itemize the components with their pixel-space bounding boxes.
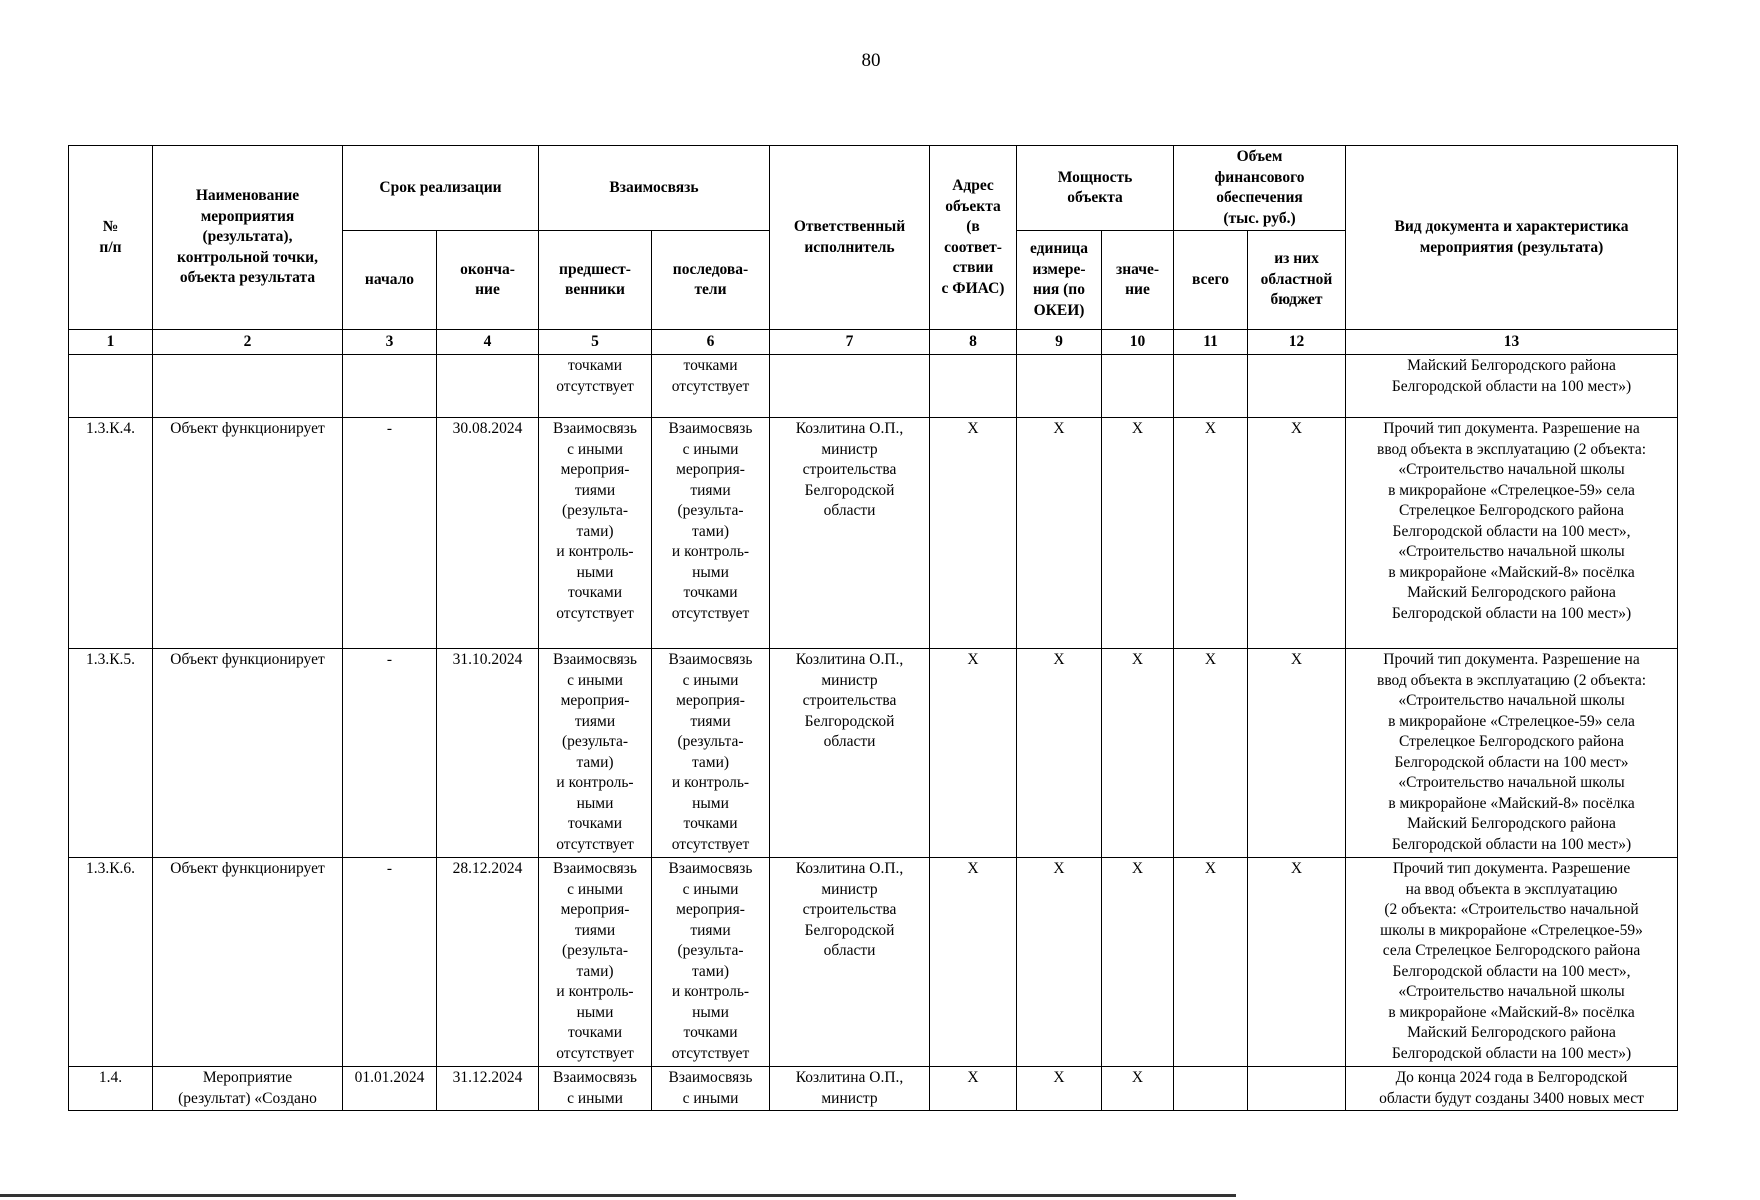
cell-predecessors: Взаимосвязь с иными мероприя- тиями (результа- тами) и контроль- ными точками отсутствует xyxy=(539,649,652,858)
cell-regional xyxy=(1248,355,1346,418)
col-header-term-start: начало xyxy=(343,231,437,330)
col-header-name: Наименование мероприятия (результата), контрольной точки, объекта результата xyxy=(153,146,343,330)
col-header-doc: Вид документа и характеристика мероприятия (результата) xyxy=(1346,146,1678,330)
cell-address: X xyxy=(930,649,1017,858)
col-header-address: Адрес объекта (в соответ- ствии с ФИАС) xyxy=(930,146,1017,330)
cell-total xyxy=(1174,1067,1248,1111)
measures-table xyxy=(68,145,1678,1111)
column-number: 9 xyxy=(1017,330,1102,355)
cell-unit: X xyxy=(1017,649,1102,858)
cell-address: X xyxy=(930,418,1017,649)
cell-regional: X xyxy=(1248,858,1346,1067)
cell-regional: X xyxy=(1248,418,1346,649)
cell-document: До конца 2024 года в Белгородской области будут созданы 3400 новых мест xyxy=(1346,1067,1678,1111)
cell-start xyxy=(343,355,437,418)
cell-responsible: Козлитина О.П., министр xyxy=(770,1067,930,1111)
column-number: 1 xyxy=(69,330,153,355)
table-row xyxy=(69,858,1678,1067)
col-header-relation-prev: предшест- венники xyxy=(539,231,652,330)
column-number: 4 xyxy=(437,330,539,355)
cell-name: Объект функционирует xyxy=(153,418,343,649)
cell-total: X xyxy=(1174,418,1248,649)
cell-total xyxy=(1174,355,1248,418)
col-header-number: № п/п xyxy=(69,146,153,330)
cell-number: 1.3.К.5. xyxy=(69,649,153,858)
cell-regional xyxy=(1248,1067,1346,1111)
cell-predecessors: Взаимосвязь с иными мероприя- тиями (результа- тами) и контроль- ными точками отсутствует xyxy=(539,418,652,649)
col-header-term: Срок реализации xyxy=(343,146,539,231)
table-row xyxy=(69,649,1678,858)
cell-end: 30.08.2024 xyxy=(437,418,539,649)
page-bottom-rule xyxy=(0,1194,1236,1197)
cell-number: 1.3.К.4. xyxy=(69,418,153,649)
cell-end: 31.12.2024 xyxy=(437,1067,539,1111)
cell-unit xyxy=(1017,355,1102,418)
cell-responsible: Козлитина О.П., министр строительства Белгородской области xyxy=(770,649,930,858)
col-header-relation: Взаимосвязь xyxy=(539,146,770,231)
cell-unit: X xyxy=(1017,1067,1102,1111)
cell-document: Прочий тип документа. Разрешение на ввод объекта в эксплуатацию (2 объекта: «Строительство начальной школы в микрорайоне «Стрелецкое-59» села Стрелецкое Белгородского района Белгородской области на 100 мест» «Строительство начальной школы в микрорайоне «Майский-8» посёлка Майский Белгородского района Белгородской области на 100 мест») xyxy=(1346,649,1678,858)
cell-successors: Взаимосвязь с иными xyxy=(652,1067,770,1111)
cell-name xyxy=(153,355,343,418)
cell-address: X xyxy=(930,858,1017,1067)
col-header-capacity: Мощность объекта xyxy=(1017,146,1174,231)
col-header-capacity-unit: единица измере- ния (по ОКЕИ) xyxy=(1017,231,1102,330)
cell-responsible: Козлитина О.П., министр строительства Белгородской области xyxy=(770,418,930,649)
cell-successors: Взаимосвязь с иными мероприя- тиями (результа- тами) и контроль- ными точками отсутствует xyxy=(652,858,770,1067)
cell-number: 1.4. xyxy=(69,1067,153,1111)
cell-value: X xyxy=(1102,1067,1174,1111)
cell-document: Майский Белгородского района Белгородской области на 100 мест») xyxy=(1346,355,1678,418)
cell-regional: X xyxy=(1248,649,1346,858)
page-number: 80 xyxy=(861,50,881,71)
cell-successors: точками отсутствует xyxy=(652,355,770,418)
cell-value: X xyxy=(1102,418,1174,649)
cell-start: - xyxy=(343,649,437,858)
cell-document: Прочий тип документа. Разрешение на ввод объекта в эксплуатацию (2 объекта: «Строительство начальной школы в микрорайоне «Стрелецкое-59» села Стрелецкое Белгородского района Белгородской области на 100 мест», «Строительство начальной школы в микрорайоне «Майский-8» посёлка Майский Белгородского района Белгородской области на 100 мест») xyxy=(1346,418,1678,649)
cell-document: Прочий тип документа. Разрешение на ввод объекта в эксплуатацию (2 объекта: «Строительство начальной школы в микрорайоне «Стрелецкое-59» села Стрелецкое Белгородского района Белгородской области на 100 мест», «Строительство начальной школы в микрорайоне «Майский-8» посёлка Майский Белгородского района Белгородской области на 100 мест») xyxy=(1346,858,1678,1067)
cell-successors: Взаимосвязь с иными мероприя- тиями (результа- тами) и контроль- ными точками отсутствует xyxy=(652,649,770,858)
cell-predecessors: Взаимосвязь с иными мероприя- тиями (результа- тами) и контроль- ными точками отсутствует xyxy=(539,858,652,1067)
cell-total: X xyxy=(1174,858,1248,1067)
col-header-relation-next: последова- тели xyxy=(652,231,770,330)
col-header-finance: Объем финансового обеспечения (тыс. руб.) xyxy=(1174,146,1346,231)
table-row xyxy=(69,418,1678,649)
cell-end: 31.10.2024 xyxy=(437,649,539,858)
cell-name: Мероприятие (результат) «Создано xyxy=(153,1067,343,1111)
cell-start: 01.01.2024 xyxy=(343,1067,437,1111)
column-number-row xyxy=(69,330,1678,355)
table-body xyxy=(69,355,1678,1111)
col-header-finance-total: всего xyxy=(1174,231,1248,330)
cell-name: Объект функционирует xyxy=(153,858,343,1067)
cell-unit: X xyxy=(1017,858,1102,1067)
cell-value xyxy=(1102,355,1174,418)
column-number: 8 xyxy=(930,330,1017,355)
column-number: 5 xyxy=(539,330,652,355)
column-number: 12 xyxy=(1248,330,1346,355)
col-header-finance-regional: из них областной бюджет xyxy=(1248,231,1346,330)
cell-responsible xyxy=(770,355,930,418)
cell-value: X xyxy=(1102,649,1174,858)
col-header-term-end: оконча- ние xyxy=(437,231,539,330)
cell-address xyxy=(930,355,1017,418)
header-row-top xyxy=(69,146,1678,231)
column-number: 2 xyxy=(153,330,343,355)
col-header-responsible: Ответственный исполнитель xyxy=(770,146,930,330)
cell-total: X xyxy=(1174,649,1248,858)
cell-end: 28.12.2024 xyxy=(437,858,539,1067)
column-number: 13 xyxy=(1346,330,1678,355)
table-header xyxy=(69,146,1678,355)
column-number: 10 xyxy=(1102,330,1174,355)
cell-start: - xyxy=(343,858,437,1067)
column-number: 7 xyxy=(770,330,930,355)
table-row xyxy=(69,1067,1678,1111)
cell-name: Объект функционирует xyxy=(153,649,343,858)
column-number: 6 xyxy=(652,330,770,355)
cell-predecessors: точками отсутствует xyxy=(539,355,652,418)
table-row xyxy=(69,355,1678,418)
cell-number xyxy=(69,355,153,418)
cell-successors: Взаимосвязь с иными мероприя- тиями (результа- тами) и контроль- ными точками отсутствует xyxy=(652,418,770,649)
cell-predecessors: Взаимосвязь с иными xyxy=(539,1067,652,1111)
cell-responsible: Козлитина О.П., министр строительства Белгородской области xyxy=(770,858,930,1067)
column-number: 11 xyxy=(1174,330,1248,355)
cell-value: X xyxy=(1102,858,1174,1067)
cell-start: - xyxy=(343,418,437,649)
cell-end xyxy=(437,355,539,418)
column-number: 3 xyxy=(343,330,437,355)
cell-unit: X xyxy=(1017,418,1102,649)
cell-number: 1.3.К.6. xyxy=(69,858,153,1067)
cell-address: X xyxy=(930,1067,1017,1111)
col-header-capacity-value: значе- ние xyxy=(1102,231,1174,330)
